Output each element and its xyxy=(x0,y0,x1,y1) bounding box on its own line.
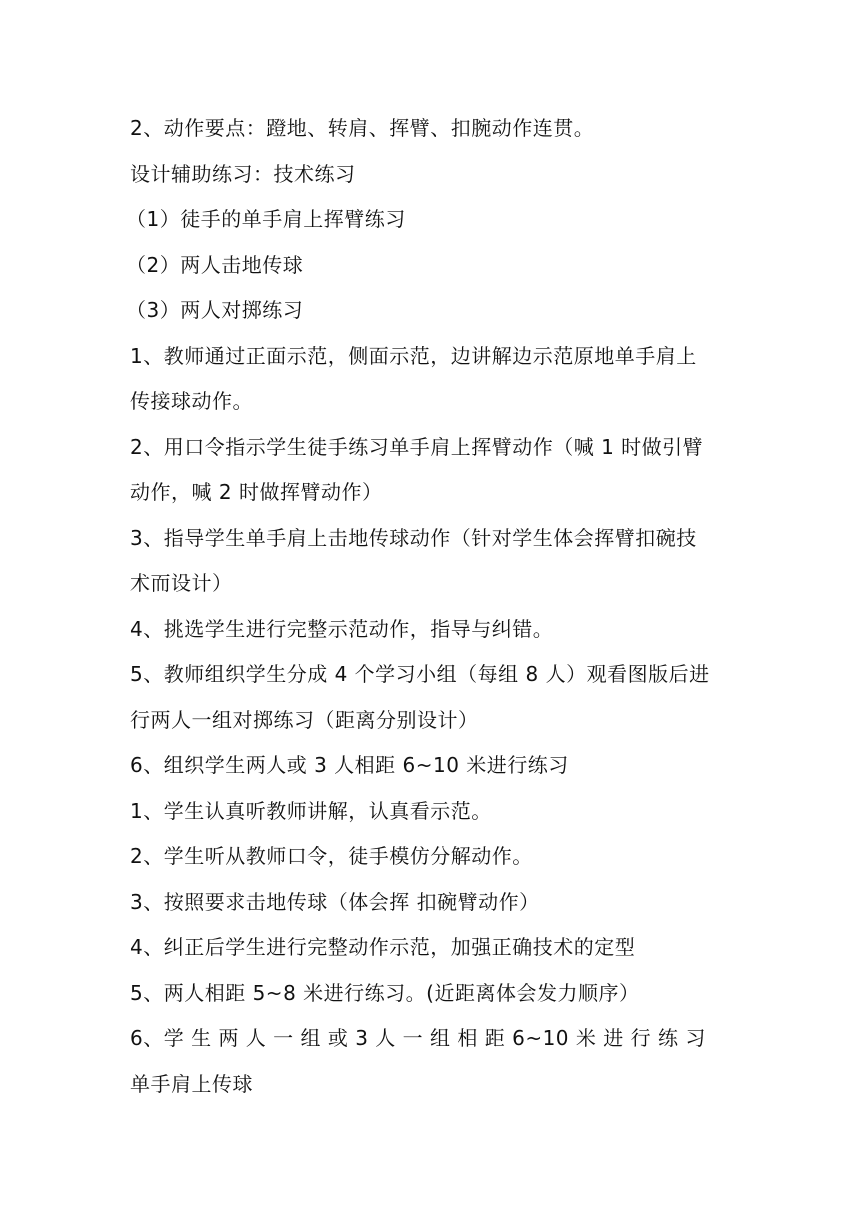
text-line-2: 设计辅助练习：技术练习 xyxy=(130,161,356,186)
text-line-3: （1）徒手的单手肩上挥臂练习 xyxy=(126,207,406,231)
text-line-13: 5、教师组织学生分成 4 个学习小组（每组 8 人）观看图版后进 xyxy=(130,662,710,686)
text-line-6: 1、教师通过正面示范，侧面示范，边讲解边示范原地单手肩上 xyxy=(130,343,697,368)
text-line-8: 2、用口令指示学生徒手练习单手肩上挥臂动作（喊 1 时做引臂 xyxy=(130,434,704,459)
text-line-4: （2）两人击地传球 xyxy=(126,252,304,277)
text-line-21: 6、学 生 两 人 一 组 或 3 人 一 组 相 距 6~10 米 进 行 练 习 xyxy=(130,1026,706,1050)
text-line-1: 2、动作要点：蹬地、转肩、挥臂、扣腕动作连贯。 xyxy=(130,116,595,140)
text-line-10: 3、指导学生单手肩上击地传球动作（针对学生体会挥臂扣碗技 xyxy=(130,525,697,550)
text-line-14: 行两人一组对掷练习（距离分别设计） xyxy=(130,707,479,732)
text-line-17: 2、学生听从教师口令，徒手模仿分解动作。 xyxy=(130,844,533,868)
text-line-15: 6、组织学生两人或 3 人相距 6~10 米进行练习 xyxy=(130,753,569,777)
text-line-18: 3、按照要求击地传球（体会挥 扣碗臂动作） xyxy=(130,889,540,914)
text-line-11: 术而设计） xyxy=(130,571,233,595)
text-line-9: 动作，喊 2 时做挥臂动作） xyxy=(130,480,383,504)
text-line-19: 4、纠正后学生进行完整动作示范，加强正确技术的定型 xyxy=(130,935,636,959)
text-line-12: 4、挑选学生进行完整示范动作，指导与纠错。 xyxy=(130,616,554,641)
text-line-22: 单手肩上传球 xyxy=(130,1071,253,1096)
text-line-5: （3）两人对掷练习 xyxy=(126,298,304,322)
text-line-16: 1、学生认真听教师讲解，认真看示范。 xyxy=(130,798,492,823)
text-line-7: 传接球动作。 xyxy=(130,389,253,413)
text-line-20: 5、两人相距 5~8 米进行练习。(近距离体会发力顺序） xyxy=(130,980,640,1005)
document-body xyxy=(126,106,730,1107)
